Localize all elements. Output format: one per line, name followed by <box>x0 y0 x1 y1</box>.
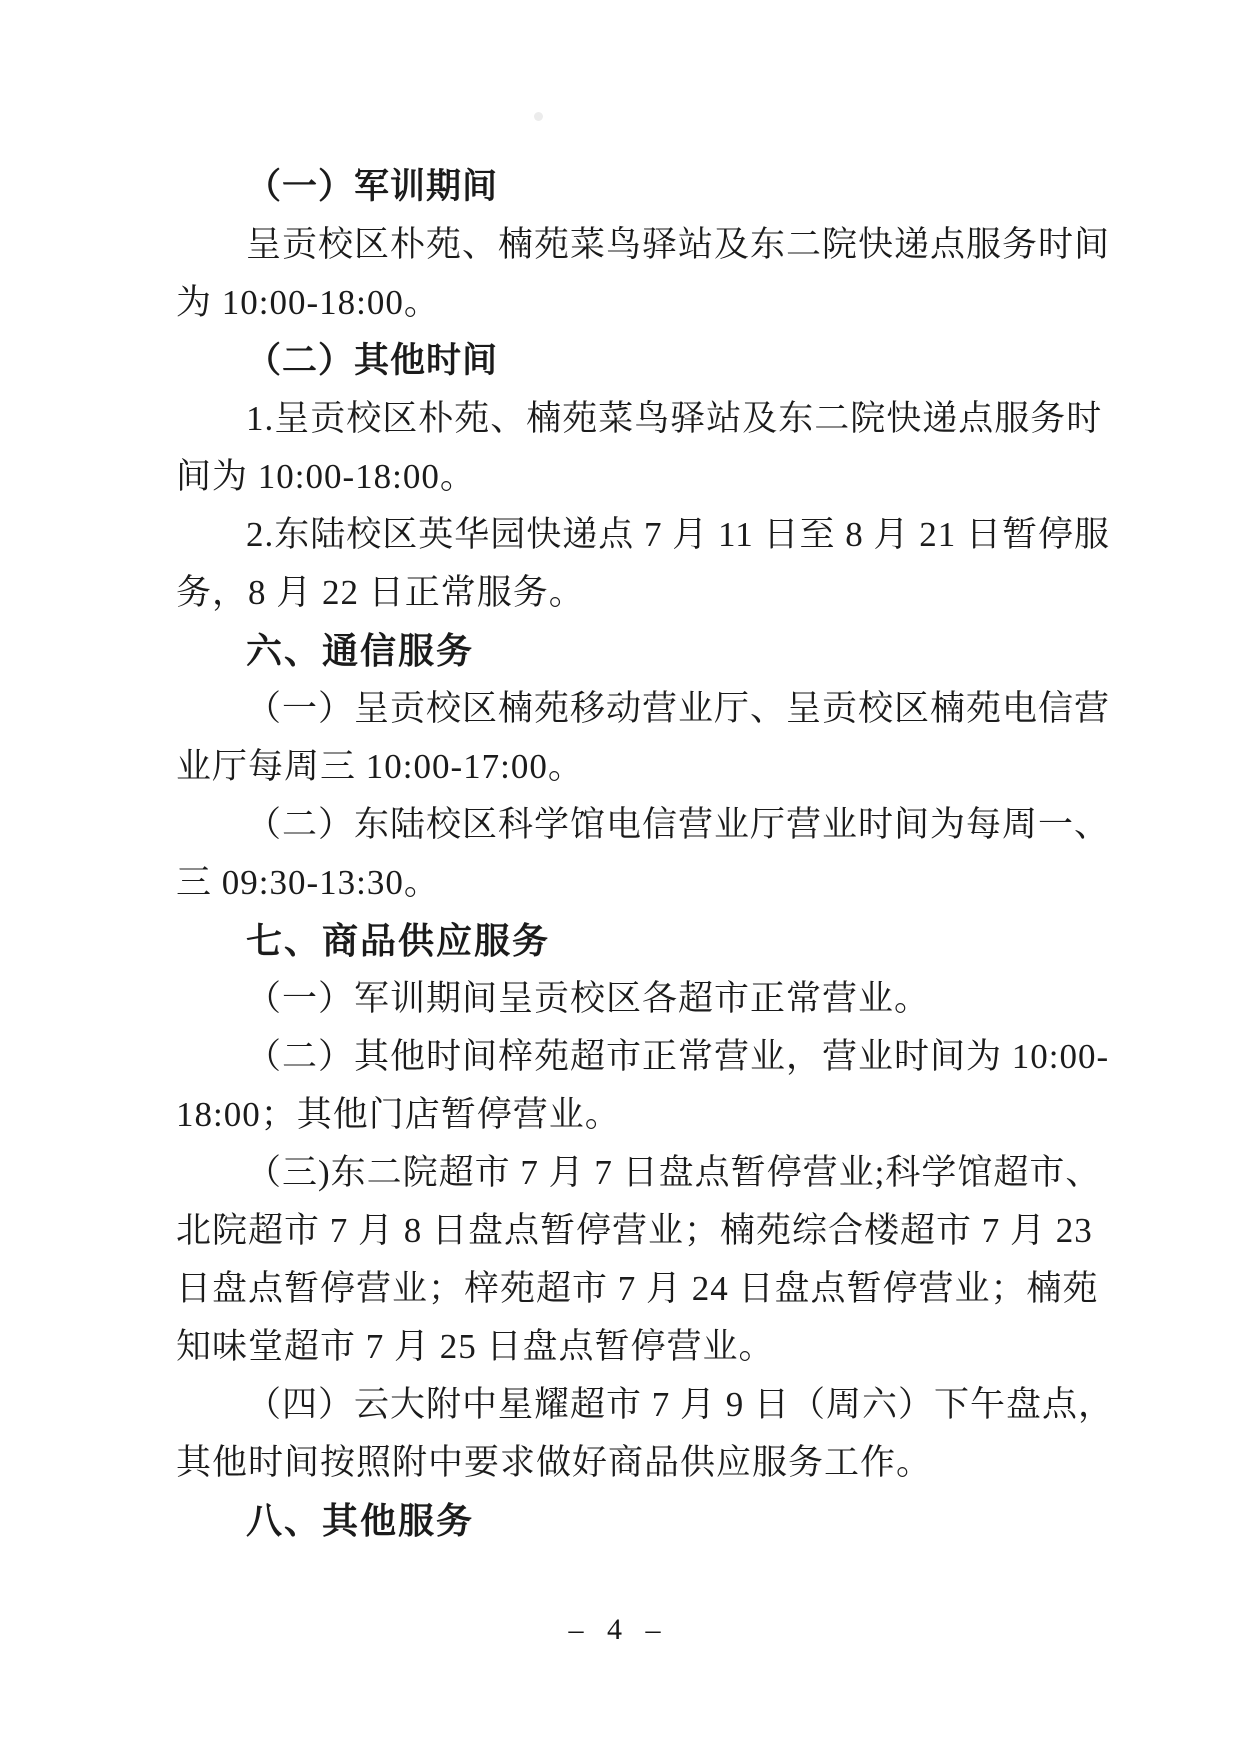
doc-line: 1.呈贡校区朴苑、楠苑菜鸟驿站及东二院快递点服务时 <box>246 399 1103 438</box>
doc-line: 知味堂超市 7 月 25 日盘点暂停营业。 <box>176 1327 775 1366</box>
subheading-military-training-period <box>176 158 1081 216</box>
paragraph-delivery-hours-training <box>176 216 1111 332</box>
paragraph-mobile-telecom-halls <box>176 680 1111 796</box>
doc-line: （一）呈贡校区楠苑移动营业厅、呈贡校区楠苑电信营 <box>246 689 1111 728</box>
doc-line: （二）东陆校区科学馆电信营业厅营业时间为每周一、 <box>246 805 1111 844</box>
doc-line: 其他时间按照附中要求做好商品供应服务工作。 <box>176 1443 933 1482</box>
doc-line: （四）云大附中星耀超市 7 月 9 日（周六）下午盘点， <box>246 1385 1115 1424</box>
paragraph-ziyuan-supermarket-hours <box>176 1028 1110 1144</box>
doc-line: 三 09:30-13:30。 <box>176 863 440 902</box>
doc-line: （二）其他时间 <box>246 341 499 380</box>
doc-line: 北院超市 7 月 8 日盘点暂停营业；楠苑综合楼超市 7 月 23 <box>176 1211 1093 1250</box>
doc-line: 2.东陆校区英华园快递点 7 月 11 日至 8 月 21 日暂停服 <box>246 515 1110 554</box>
doc-line: 间为 10:00-18:00。 <box>176 457 476 496</box>
doc-line: 为 10:00-18:00。 <box>176 283 440 322</box>
doc-line: 日盘点暂停营业；梓苑超市 7 月 24 日盘点暂停营业；楠苑 <box>176 1269 1099 1308</box>
page-number: – 4 – <box>568 1613 669 1646</box>
doc-line: （一）军训期间呈贡校区各超市正常营业。 <box>246 979 931 1018</box>
paragraph-supermarkets-training <box>176 970 1081 1028</box>
paragraph-supermarket-inventory-dates <box>176 1144 1102 1376</box>
doc-line: 业厅每周三 10:00-17:00。 <box>176 747 584 786</box>
document-body <box>176 158 1115 1550</box>
scan-artifact <box>534 112 543 121</box>
doc-line: （二）其他时间梓苑超市正常营业，营业时间为 10:00- <box>246 1037 1110 1076</box>
paragraph-delivery-hours-other <box>176 390 1103 506</box>
heading-section-8-other-services <box>176 1492 1081 1550</box>
subheading-other-times <box>176 332 1081 390</box>
doc-line: 七、商品供应服务 <box>246 920 551 961</box>
paragraph-yuda-fuzhong-supermarket <box>176 1376 1115 1492</box>
doc-line: 务，8 月 22 日正常服务。 <box>176 573 585 612</box>
doc-line: 呈贡校区朴苑、楠苑菜鸟驿站及东二院快递点服务时间 <box>246 225 1111 264</box>
doc-line: 六、通信服务 <box>246 630 475 671</box>
paragraph-donglu-delivery-suspension <box>176 506 1110 622</box>
doc-line: 18:00；其他门店暂停营业。 <box>176 1095 621 1134</box>
doc-line: 八、其他服务 <box>246 1500 475 1541</box>
heading-section-6-communication-service <box>176 622 1081 680</box>
heading-section-7-goods-supply-service <box>176 912 1081 970</box>
paragraph-science-hall-telecom <box>176 796 1111 912</box>
doc-line: （三)东二院超市 7 月 7 日盘点暂停营业;科学馆超市、 <box>246 1153 1102 1192</box>
doc-line: （一）军训期间 <box>246 167 499 206</box>
